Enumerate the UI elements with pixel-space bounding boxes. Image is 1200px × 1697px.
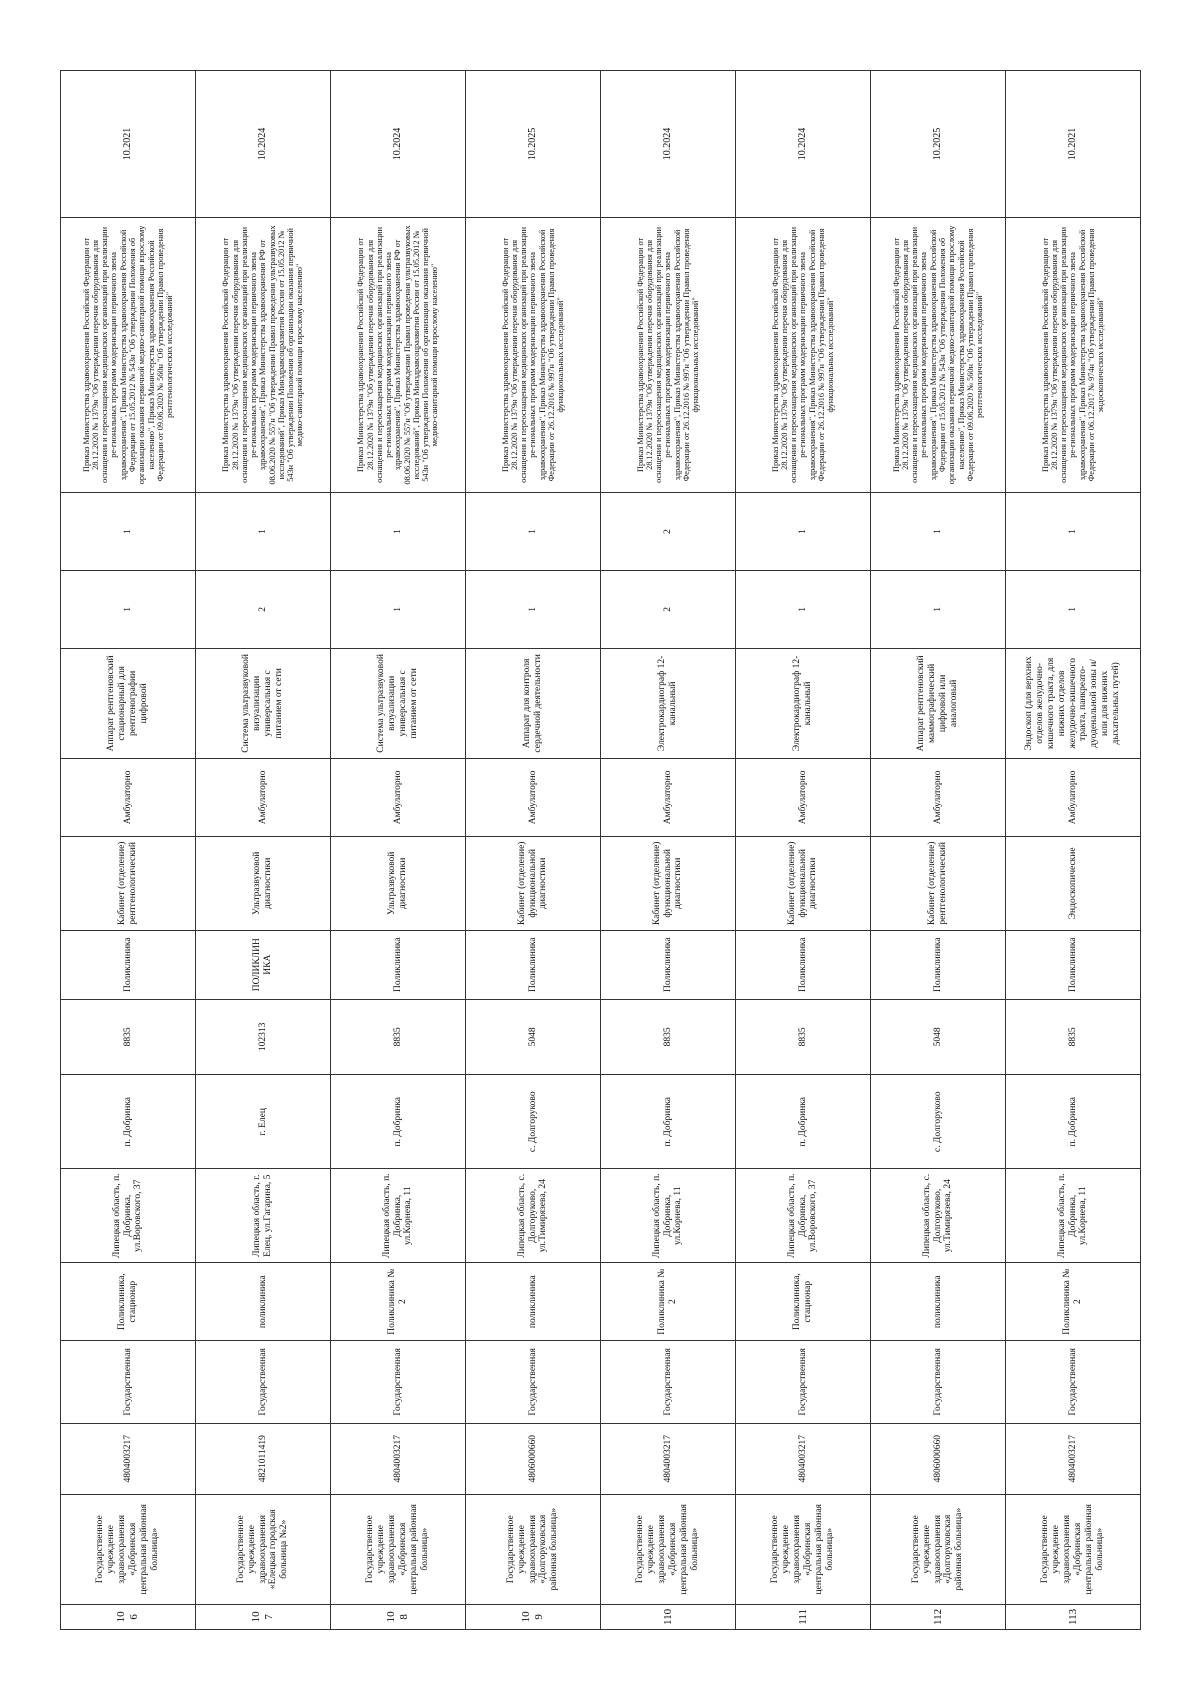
planned-date-cell: 10.2024 [331,71,466,218]
cabinet-cell: Эндоскопические [1006,836,1141,930]
quantity-actual-cell: 1 [196,492,331,570]
ownership-form-cell: Государственная [736,1341,871,1424]
equipment-name-cell: Аппарат для контроля сердечной деятельности [466,648,601,758]
structural-unit-cell: Поликлиника, стационар [736,1263,871,1341]
quantity-required-cell: 2 [196,570,331,648]
planned-date-cell: 10.2021 [1006,71,1141,218]
planned-date-cell: 10.2024 [601,71,736,218]
row-number-cell: 112 [871,1604,1006,1629]
planned-date-cell: 10.2021 [61,71,196,218]
organization-name-cell: Государственное учреждение здравоохранения «Добринская центральная районная больница» [736,1494,871,1604]
quantity-actual-cell: 1 [871,492,1006,570]
inn-cell: 4804003217 [736,1423,871,1494]
row-number-cell: 108 [331,1604,466,1629]
care-conditions-cell: Амбулаторно [61,758,196,836]
equipment-name-cell: Аппарат рентгеновский маммографический цифровой или аналоговый [871,648,1006,758]
division-cell: Поликлиника [1006,930,1141,999]
ownership-form-cell: Государственная [871,1341,1006,1424]
quantity-actual-cell: 1 [331,492,466,570]
address-cell: Липецкая область, п. Добринка, ул.Воровского, 37 [736,1169,871,1263]
care-conditions-cell: Амбулаторно [601,758,736,836]
address-cell: Липецкая область, с. Долгоруково, ул.Тимирязева, 24 [871,1169,1006,1263]
row-number-cell: 113 [1006,1604,1141,1629]
table-row [736,71,871,1630]
division-cell: Поликлиника [61,930,196,999]
equipment-name-cell: Аппарат рентгеновский стационарный для рентгенографии цифровой [61,648,196,758]
planned-date-cell: 10.2024 [196,71,331,218]
legal-basis-cell: Приказ Министерства здравоохранения Российской Федерации от 28.12.2020 № 1379н "Об утверждении перечня оборудования для оснащения и переоснащения медицинских организаций при реализации ре-гиональных программ модернизации первичного звена здравоохранения", Приказ Министерства здравоохранения Российской Федерации от 26.12.2016 № 997н "Об утверждении Правил проведения функциональных исследований" [736,217,871,492]
care-conditions-cell: Амбулаторно [466,758,601,836]
quantity-required-cell: 1 [466,570,601,648]
equipment-name-cell: Электрокардиограф 12-канальный [601,648,736,758]
organization-name-cell: Государственное учреждение здравоохранения «Добринская центральная районная больница» [331,1494,466,1604]
population-cell: 8835 [331,999,466,1075]
legal-basis-cell: Приказ Министерства здравоохранения Российской Федерации от 28.12.2020 № 1379н "Об утверждении перечня оборудования для оснащения и переоснащения медицинских организаций при реализации ре-гиональных программ модернизации первичного звена здравоохранения", Приказ Министерства здравоохранения Российской Федерации от 26.12.2016 № 997н "Об утверждении Правил проведения функциональных исследований" [601,217,736,492]
planned-date-cell: 10.2025 [871,71,1006,218]
legal-basis-cell: Приказ Министерства здравоохранения Российской Федерации от 28.12.2020 № 1379н "Об утверждении перечня оборудования для оснащения и переоснащения медицинских организаций при реализации ре-гиональных программ модернизации первичного звена здравоохранения", Приказ Министерства здравоохранения Российской Федерации от 15.05.2012 № 543н "Об утверждении Положения об организации оказания первичной медико-санитарной помощи взрослому населению", Приказ Министерства здравоохранения Российской Федерации от 09.06.2020 № 560н "Об утверждении Правил проведения рентгенологических исследований" [61,217,196,492]
care-conditions-cell: Амбулаторно [736,758,871,836]
ownership-form-cell: Государственная [61,1341,196,1424]
locality-cell: с. Долгоруково [466,1075,601,1169]
table-row [601,71,736,1630]
cabinet-cell: Кабинет (отделение) функциональной диагностики [736,836,871,930]
equipment-name-cell: Система ультразвуковой визуализации универсальная с питанием от сети [196,648,331,758]
care-conditions-cell: Амбулаторно [871,758,1006,836]
address-cell: Липецкая область, п. Добринка, ул.Корнева, 11 [331,1169,466,1263]
table-frame [60,70,1140,1630]
quantity-required-cell: 1 [871,570,1006,648]
row-number-cell: 111 [736,1604,871,1629]
address-cell: Липецкая область, с. Долгоруково, ул.Тимирязева, 24 [466,1169,601,1263]
address-cell: Липецкая область, п. Добринка, ул.Корнева, 11 [1006,1169,1141,1263]
equipment-table [60,70,1141,1630]
ownership-form-cell: Государственная [196,1341,331,1424]
division-cell: Поликлиника [601,930,736,999]
organization-name-cell: Государственное учреждение здравоохранения «Добринская центральная районная больница» [601,1494,736,1604]
quantity-required-cell: 1 [736,570,871,648]
population-cell: 102313 [196,999,331,1075]
population-cell: 8835 [61,999,196,1075]
structural-unit-cell: Поликлиника № 2 [1006,1263,1141,1341]
row-number-cell: 110 [601,1604,736,1629]
locality-cell: г. Елец [196,1075,331,1169]
cabinet-cell: Кабинет (отделение) функциональной диагностики [466,836,601,930]
address-cell: Липецкая область, г. Елец, ул.Гагарина, 5 [196,1169,331,1263]
legal-basis-cell: Приказ Министерства здравоохранения Российской Федерации от 28.12.2020 № 1379н "Об утверждении перечня оборудования для оснащения и переоснащения медицинских организаций при реализации ре-гиональных программ модернизации первичного звена здравоохранения", Приказ Министерства здравоохранения РФ от 08.06.2020 № 557н "Об утверждении Правил проведения ультразвуковых исследований", Приказ Минздравсоцразвития России от 15.05.2012 № 543н "Об утверждении Положения об организации оказания первичной медико-санитарной помощи взрослому населению" [331,217,466,492]
legal-basis-cell: Приказ Министерства здравоохранения Российской Федерации от 28.12.2020 № 1379н "Об утверждении перечня оборудования для оснащения и переоснащения медицинских организаций при реализации ре-гиональных программ модернизации первичного звена здравоохранения", Приказ Министерства здравоохранения РФ от 08.06.2020 № 557н "Об утверждении Правил проведения ультразвуковых исследований", Приказ Минздравсоцразвития России от 15.05.2012 № 543н "Об утверждении Положения об организации оказания первичной медико-санитарной помощи взрослому населению" [196,217,331,492]
locality-cell: п. Добринка [331,1075,466,1169]
organization-name-cell: Государственное учреждение здравоохранения «Добринская центральная районная больница» [1006,1494,1141,1604]
structural-unit-cell: Поликлиника, стационар [61,1263,196,1341]
legal-basis-cell: Приказ Министерства здравоохранения Российской Федерации от 28.12.2020 № 1379н "Об утверждении перечня оборудования для оснащения и переоснащения медицинских организаций при реализации ре-гиональных программ модернизации первичного звена здравоохранения", Приказ Министерства здравоохранения Российской Федерации от 15.05.2012 № 543н "Об утверждении Положения об организации оказания первичной медико-санитарной помощи взрослому населению", Приказ Министерства здравоохранения Российской Федерации от 09.06.2020 № 560н "Об утверждении Правил проведения рентгенологических исследований" [871,217,1006,492]
ownership-form-cell: Государственная [601,1341,736,1424]
quantity-actual-cell: 1 [61,492,196,570]
address-cell: Липецкая область, п. Добринка, ул.Корнева, 11 [601,1169,736,1263]
table-row [196,71,331,1630]
inn-cell: 4806000660 [466,1423,601,1494]
structural-unit-cell: поликлиника [196,1263,331,1341]
division-cell: Поликлиника [466,930,601,999]
locality-cell: с. Долгоруково [871,1075,1006,1169]
population-cell: 5048 [871,999,1006,1075]
ownership-form-cell: Государственная [466,1341,601,1424]
rotated-table-container [60,70,1140,1630]
planned-date-cell: 10.2025 [466,71,601,218]
table-row [466,71,601,1630]
inn-cell: 4804003217 [331,1423,466,1494]
quantity-actual-cell: 1 [736,492,871,570]
structural-unit-cell: Поликлиника № 2 [601,1263,736,1341]
ownership-form-cell: Государственная [331,1341,466,1424]
equipment-name-cell: Эндоскоп (для верхних отделов желудочно-кишечного тракта, для нижних отделов желудочно-кишечного тракта, панкреато-дуоденальной зоны и/или для нижних дыхательных путей) [1006,648,1141,758]
quantity-required-cell: 1 [61,570,196,648]
locality-cell: п. Добринка [601,1075,736,1169]
organization-name-cell: Государственное учреждение здравоохранения «Добринская центральная районная больница» [61,1494,196,1604]
care-conditions-cell: Амбулаторно [196,758,331,836]
cabinet-cell: Кабинет (отделение) функциональной диагностики [601,836,736,930]
inn-cell: 4804003217 [1006,1423,1141,1494]
locality-cell: п. Добринка [1006,1075,1141,1169]
table-row [1006,71,1141,1630]
inn-cell: 4821011419 [196,1423,331,1494]
table-row [871,71,1006,1630]
table-row [331,71,466,1630]
cabinet-cell: Ультразвуковой диагностики [331,836,466,930]
cabinet-cell: Ультразвуковой диагностики [196,836,331,930]
population-cell: 8835 [1006,999,1141,1075]
division-cell: Поликлиника [331,930,466,999]
legal-basis-cell: Приказ Министерства здравоохранения Российской Федерации от 28.12.2020 № 1379н "Об утверждении перечня оборудования для оснащения и переоснащения медицинских организаций при реализации ре-гиональных программ модернизации первичного звена здравоохранения", Приказ Министерства здравоохранения Российской Федерации от 06.12.2017 № 974н "Об утверждении Правил проведения эндоскопических исследований" [1006,217,1141,492]
quantity-actual-cell: 2 [601,492,736,570]
table-body [61,71,1141,1630]
ownership-form-cell: Государственная [1006,1341,1141,1424]
inn-cell: 4804003217 [601,1423,736,1494]
row-number-cell: 107 [196,1604,331,1629]
equipment-name-cell: Электрокардиограф 12-канальный [736,648,871,758]
locality-cell: п. Добринка [736,1075,871,1169]
organization-name-cell: Государственное учреждение здравоохранения «Долгоруковская районная больница» [871,1494,1006,1604]
care-conditions-cell: Амбулаторно [331,758,466,836]
population-cell: 8835 [601,999,736,1075]
structural-unit-cell: поликлиника [466,1263,601,1341]
row-number-cell: 109 [466,1604,601,1629]
cabinet-cell: Кабинет (отделение) рентгенологический [61,836,196,930]
organization-name-cell: Государственное учреждение здравоохранения «Долгоруковская районная больница» [466,1494,601,1604]
quantity-actual-cell: 1 [466,492,601,570]
locality-cell: п. Добринка [61,1075,196,1169]
structural-unit-cell: Поликлиника № 2 [331,1263,466,1341]
table-row [61,71,196,1630]
legal-basis-cell: Приказ Министерства здравоохранения Российской Федерации от 28.12.2020 № 1379н "Об утверждении перечня оборудования для оснащения и переоснащения медицинских организаций при реализации ре-гиональных программ модернизации первичного звена здравоохранения", Приказ Министерства здравоохранения Российской Федерации от 26.12.2016 № 997н "Об утверждении Правил проведения функциональных исследований" [466,217,601,492]
cabinet-cell: Кабинет (отделение) рентгенологический [871,836,1006,930]
population-cell: 5048 [466,999,601,1075]
quantity-actual-cell: 1 [1006,492,1141,570]
structural-unit-cell: поликлиника [871,1263,1006,1341]
division-cell: ПОЛИКЛИНИКА [196,930,331,999]
row-number-cell: 106 [61,1604,196,1629]
address-cell: Липецкая область, п. Добринка, ул.Воровского, 37 [61,1169,196,1263]
organization-name-cell: Государственное учреждение здравоохранения «Елецкая городская больница №2» [196,1494,331,1604]
population-cell: 8835 [736,999,871,1075]
equipment-name-cell: Система ультразвуковой визуализации универсальная с питанием от сети [331,648,466,758]
quantity-required-cell: 2 [601,570,736,648]
division-cell: Поликлиника [736,930,871,999]
quantity-required-cell: 1 [1006,570,1141,648]
quantity-required-cell: 1 [331,570,466,648]
planned-date-cell: 10.2024 [736,71,871,218]
division-cell: Поликлиника [871,930,1006,999]
inn-cell: 4806000660 [871,1423,1006,1494]
inn-cell: 4804003217 [61,1423,196,1494]
care-conditions-cell: Амбулаторно [1006,758,1141,836]
